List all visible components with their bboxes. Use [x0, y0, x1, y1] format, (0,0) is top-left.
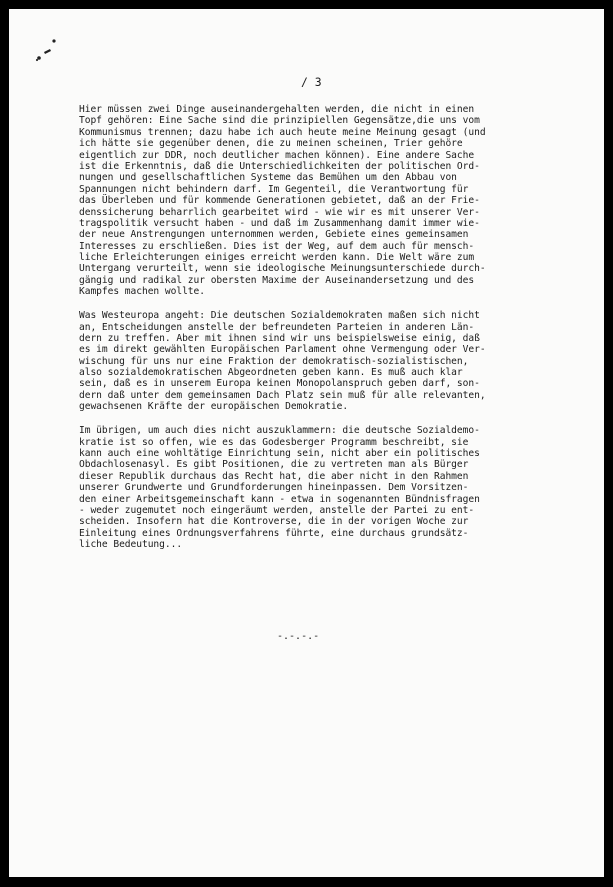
text-line: Interesses zu erschließen. Dies ist der Weg, auf dem auch für mensch-	[79, 240, 475, 252]
text-line: tragspolitik versucht haben - und daß im Zusammenhang damit immer wie-	[79, 217, 480, 229]
text-line: Im übrigen, um auch dies nicht auszuklammern: die deutsche Sozialdemo-	[79, 425, 480, 437]
text-line: das Überleben und für kommende Generationen gebietet, daß an der Frie-	[79, 195, 480, 207]
text-line: Spannungen nicht behindern darf. Im Gegenteil, die Verantwortung für	[79, 183, 469, 195]
paragraph	[79, 425, 599, 550]
text-line: liche Erleichterungen einiges erreicht werden kann. Die Welt wäre zum	[79, 252, 475, 264]
typewritten-body	[79, 104, 599, 563]
text-line: Was Westeuropa angeht: Die deutschen Sozialdemokraten maßen sich nicht	[79, 310, 480, 322]
text-line: Obdachlosenasyl. Es gibt Positionen, die zu vertreten man als Bürger	[79, 459, 469, 471]
text-line: unserer Grundwerte und Grundforderungen hineinpassen. Dem Vorsitzen-	[79, 482, 469, 494]
text-line: liche Bedeutung...	[79, 539, 183, 551]
text-line: wischung für uns nur eine Fraktion der demokratisch-sozialistischen,	[79, 355, 469, 367]
text-line: sein, daß es in unserem Europa keinen Monopolanspruch geben darf, son-	[79, 378, 480, 390]
text-line: ich hätte sie gegenüber denen, die zu meinen scheinen, Trier gehöre	[79, 138, 463, 150]
text-line: Hier müssen zwei Dinge auseinandergehalten werden, die nicht in einen	[79, 104, 475, 115]
text-line: kann auch eine wohltätige Einrichtung sein, nicht aber ein politisches	[79, 447, 480, 459]
text-line: den einer Arbeitsgemeinschaft kann - etwa in sogenannten Bündnisfragen	[79, 493, 480, 505]
text-line: nungen und gesellschaftlichen Systeme das Bemühen um den Abbau von	[79, 172, 457, 184]
text-line: Topf gehören: Eine Sache sind die prinzipiellen Gegensätze,die uns vom	[79, 115, 480, 127]
text-line: der neue Anstrengungen unternommen werden, Gebiete eines gemeinsamen	[79, 229, 469, 241]
text-line: gängig und radikal zur obersten Maxime der Auseinandersetzung und des	[79, 274, 475, 286]
closing-divider: -.-.-.-	[277, 631, 320, 642]
paragraph	[79, 310, 599, 413]
text-line: scheiden. Insofern hat die Kontroverse, die in der vorigen Woche zur	[79, 516, 469, 528]
text-line: es im direkt gewählten Europäischen Parlament ohne Vermengung oder Ver-	[79, 344, 486, 356]
text-line: dieser Republik durchaus das Recht hat, die aber nicht in den Rahmen	[79, 470, 469, 482]
paragraph	[79, 104, 599, 298]
ink-speck-marks	[31, 35, 71, 71]
text-line: also sozialdemokratischen Abgeordneten geben kann. Es muß auch klar	[79, 367, 463, 379]
text-line: an, Entscheidungen anstelle der befreundeten Parteien in anderen Län-	[79, 321, 475, 333]
text-line: dern zu treffen. Aber mit ihnen sind wir uns beispielsweise einig, daß	[79, 332, 480, 344]
text-line: Kommunismus trennen; dazu habe ich auch heute meine Meinung gesagt (und	[79, 126, 486, 138]
document-page	[9, 9, 604, 877]
text-line: ist die Erkenntnis, daß die Unterschiedlichkeiten der politischen Ord-	[79, 160, 480, 172]
text-line: gewachsenen Kräfte der europäischen Demokratie.	[79, 401, 349, 413]
text-line: Kampfes machen wollte.	[79, 286, 205, 298]
text-line: eigentlich zur DDR, noch deutlicher machen können). Eine andere Sache	[79, 149, 475, 161]
text-line: - weder zugemutet noch eingeräumt werden, anstelle der Partei zu ent-	[79, 504, 475, 516]
text-line: kratie ist so offen, wie es das Godesberger Programm beschreibt, sie	[79, 436, 469, 448]
text-line: Einleitung eines Ordnungsverfahrens führte, eine durchaus grundsätz-	[79, 527, 469, 539]
text-line: denssicherung beharrlich gearbeitet wird - wie wir es mit unserer Ver-	[79, 206, 480, 218]
text-line: dern daß unter dem gemeinsamen Dach Platz sein muß für alle relevanten,	[79, 389, 486, 401]
text-line: Untergang verurteilt, wenn sie ideologische Meinungsunterschiede durch-	[79, 263, 486, 275]
page-number: / 3	[301, 75, 322, 89]
